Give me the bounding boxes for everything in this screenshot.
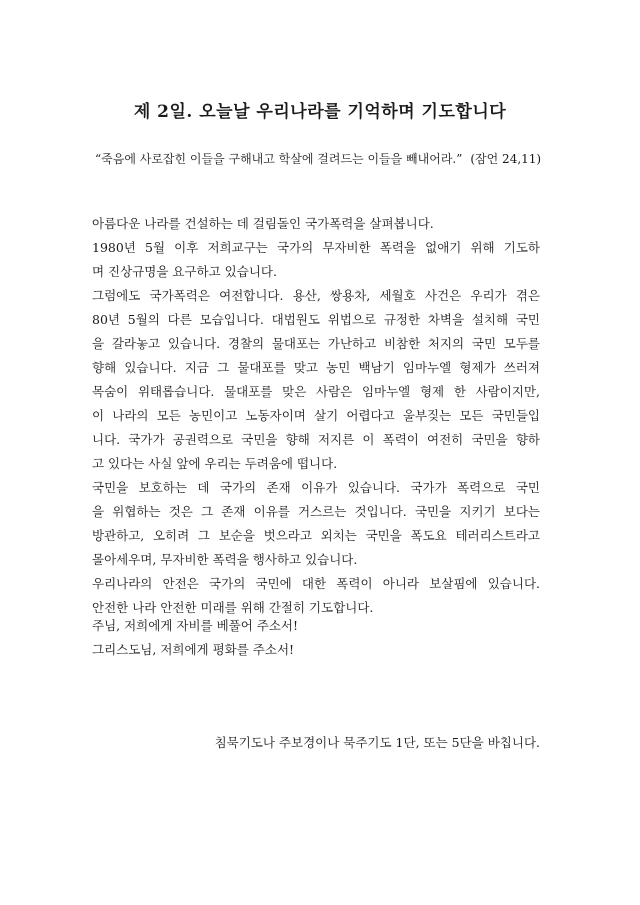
body-line: 을 위협하는 것은 그 존재 이유를 거스르는 것입니다. 국민을 지키기 보다는 (92, 504, 540, 519)
body-line: 방관하고, 오히려 그 보순을 벗으라고 외치는 국민을 폭도요 테러리스트라고 (92, 528, 540, 543)
body-line: 몰아세우며, 무자비한 폭력을 행사하고 있습니다. (92, 552, 358, 567)
closing-instruction: 침묵기도나 주보경이나 묵주기도 1단, 또는 5단을 바칩니다. (214, 735, 540, 750)
scripture-verse (95, 150, 545, 167)
body-line: 향해 있습니다. 지금 그 물대포를 맞고 농민 백남기 임마누엘 형제가 쓰러져 (92, 360, 540, 375)
body-line: 우리나라의 안전은 국가의 국민에 대한 폭력이 아니라 보살핌에 있습니다. (92, 576, 540, 591)
body-line: 1980년 5월 이후 저희교구는 국가의 무자비한 폭력을 없애기 위해 기도하 (92, 240, 540, 255)
body-line: 을 갈라놓고 있습니다. 경찰의 물대포는 가난하고 비참한 처지의 국민 모두를 (92, 336, 540, 351)
body-line: 안전한 나라 안전한 미래를 위해 간절히 기도합니다. (92, 600, 374, 615)
body-line: 80년 5월의 다른 모습입니다. 대법원도 위법으로 규정한 차벽을 설치해 국민 (92, 312, 540, 327)
body-line: 국민을 보호하는 데 국가의 존재 이유가 있습니다. 국가가 폭력으로 국민 (92, 480, 540, 495)
verse-text: “죽음에 사로잡힌 이들을 구해내고 학살에 걸려드는 이들을 빼내어라.” (95, 152, 463, 166)
prayer-line: 그리스도님, 저희에게 평화를 주소서! (92, 642, 295, 657)
body-line: 그럼에도 국가폭력은 여전합니다. 용산, 쌍용차, 세월호 사건은 우리가 겪은 (92, 288, 540, 303)
prayer-invocations (92, 614, 298, 662)
page-title: 제 2일. 오늘날 우리나라를 기억하며 기도합니다 (133, 102, 507, 122)
body-line: 목숨이 위태롭습니다. 물대포를 맞은 사람은 임마누엘 형제 한 사람이지만, (92, 384, 540, 399)
prayer-line: 주님, 저희에게 자비를 베풀어 주소서! (92, 618, 299, 633)
verse-reference: (잠언 24,11) (470, 152, 542, 166)
body-paragraphs (92, 212, 540, 620)
body-line: 고 있다는 사실 앞에 우리는 두려움에 떱니다. (92, 456, 338, 471)
body-line: 니다. 국가가 공권력으로 국민을 향해 저지른 이 폭력이 여전히 국민을 향하 (92, 432, 540, 447)
body-line: 아름다운 나라를 건설하는 데 걸림돌인 국가폭력을 살펴봅니다. (92, 216, 434, 231)
body-line: 며 진상규명을 요구하고 있습니다. (92, 264, 277, 279)
body-line: 이 나라의 모든 농민이고 노동자이며 살기 어렵다고 울부짖는 모든 국민들입 (92, 408, 540, 423)
